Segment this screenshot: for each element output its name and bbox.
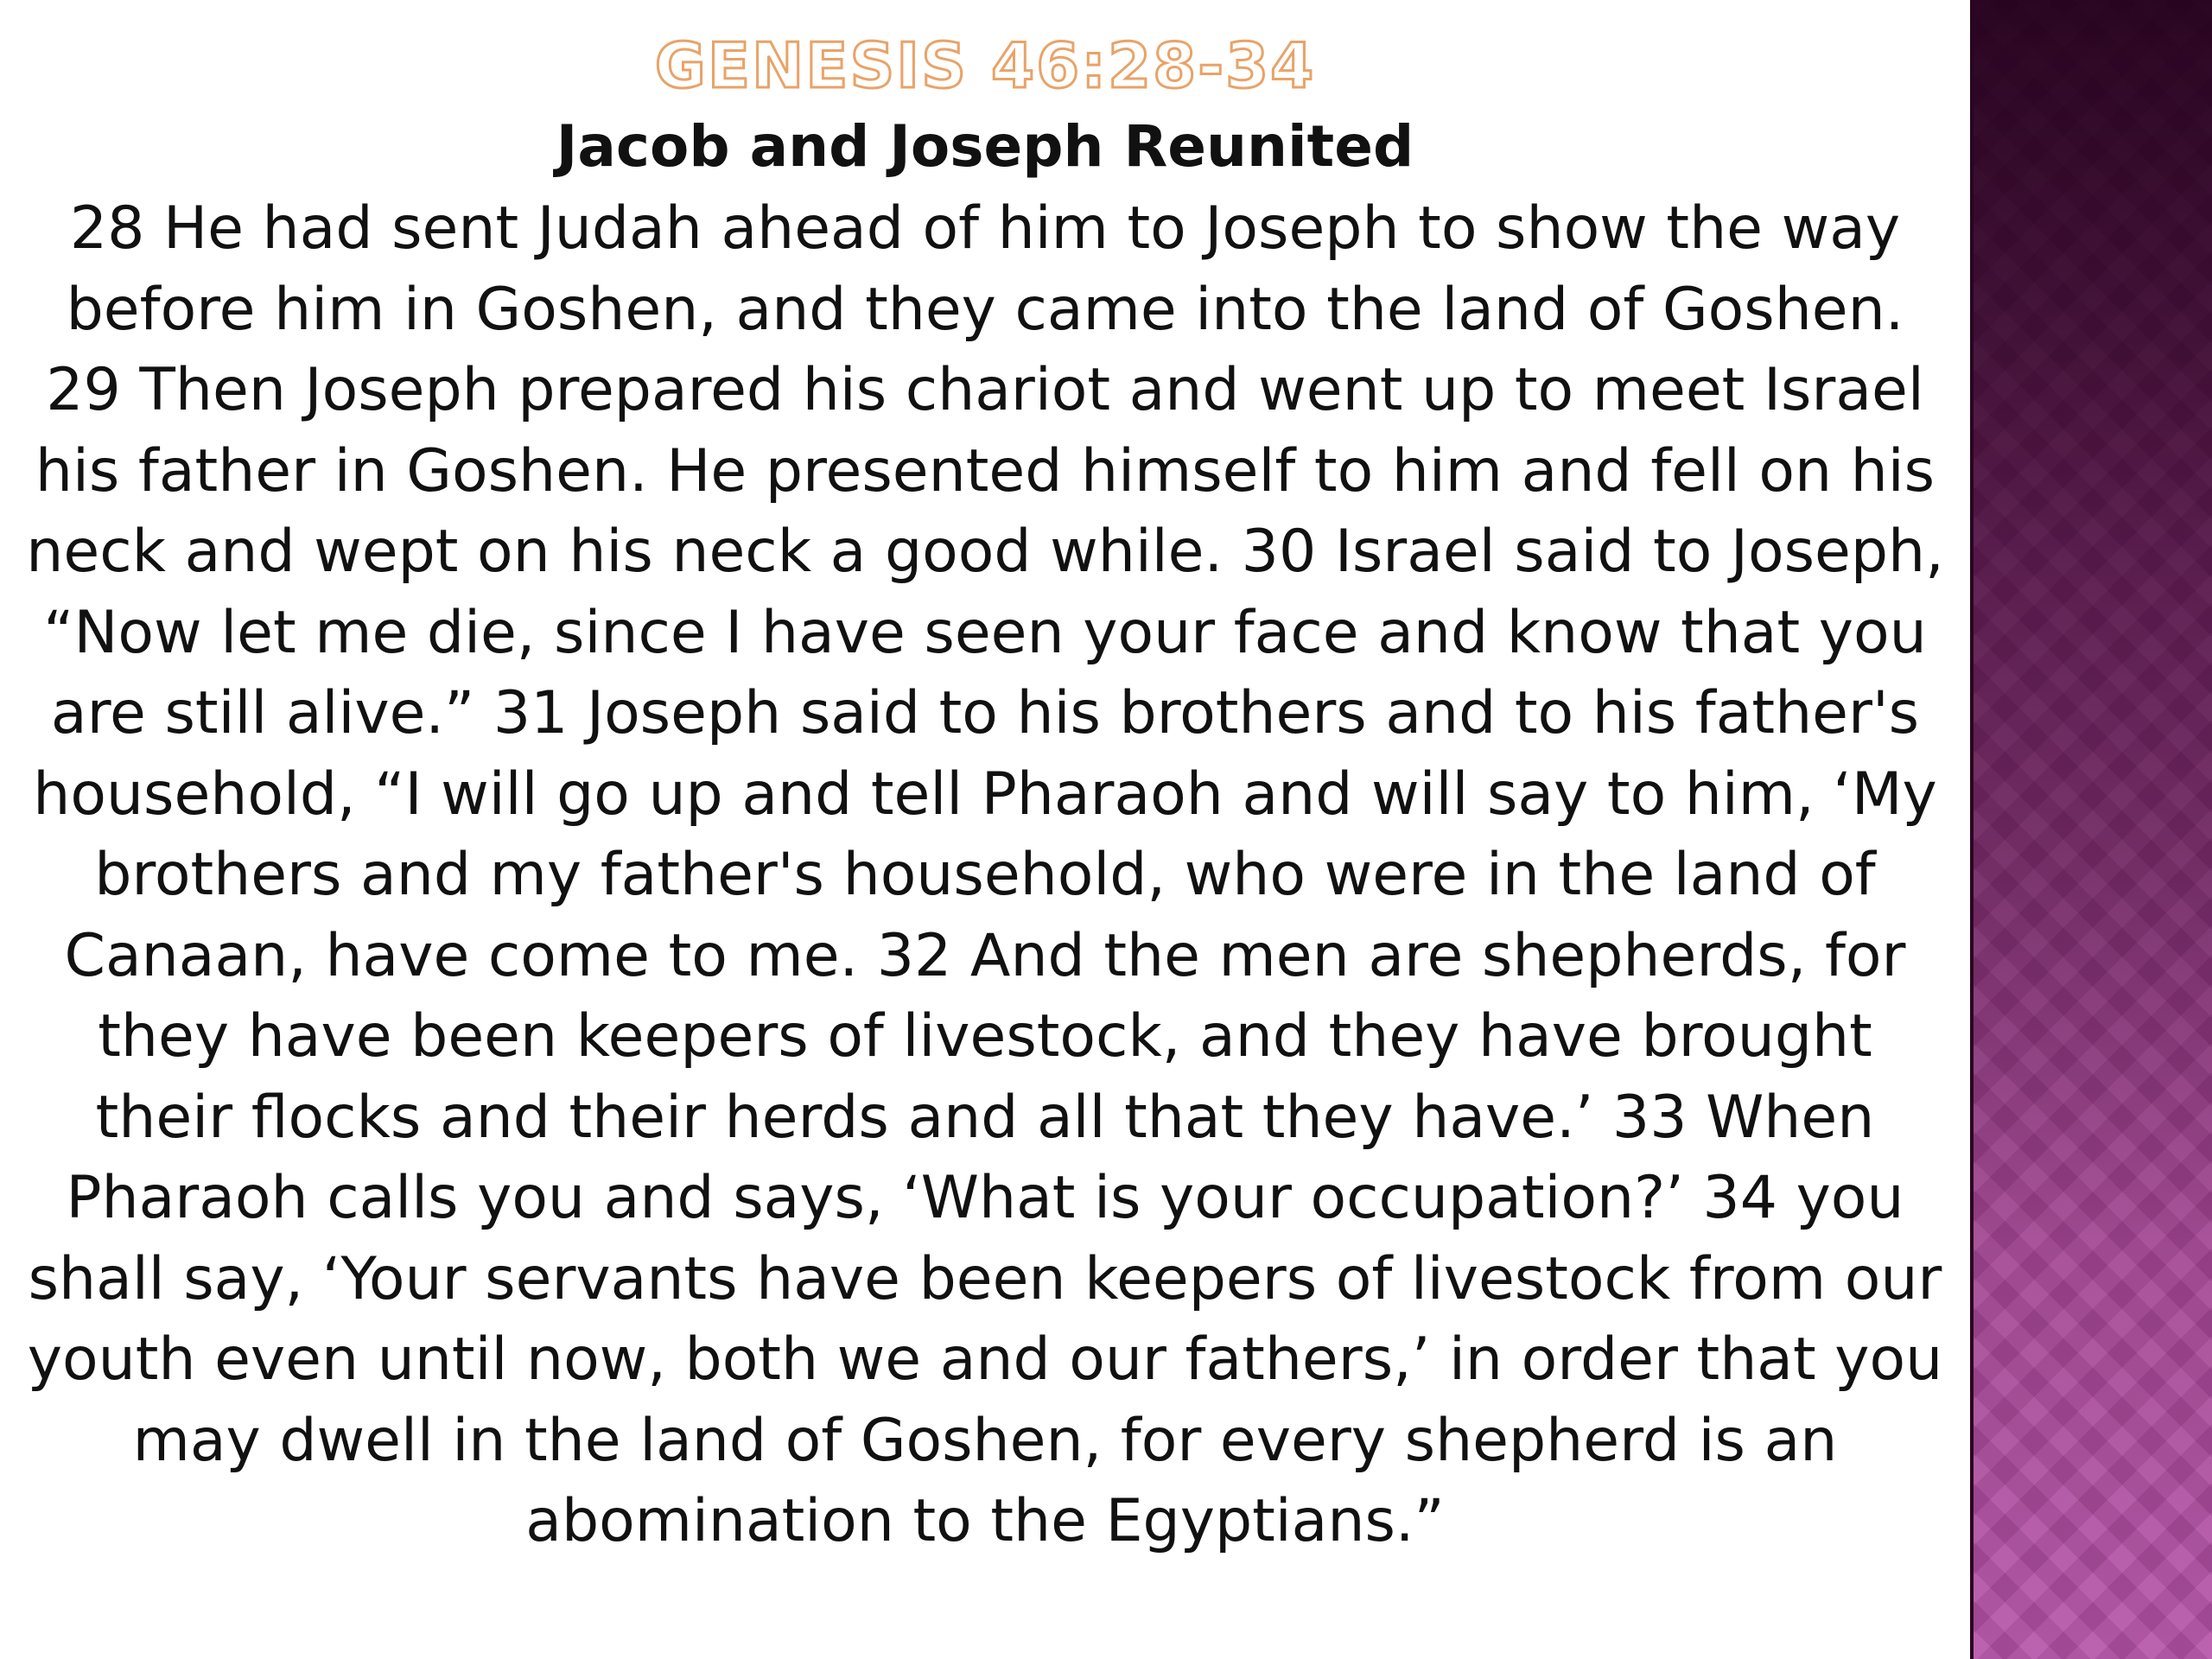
slide-title: GENESIS 46:28-34 [654,29,1316,102]
decorative-side-panel [1970,0,2212,1659]
scripture-passage: 28 He had sent Judah ahead of him to Joseph to show the way before him in Goshen, and they came into the land of Goshen. 29 Then Joseph prepared his chariot and went up to meet Israel his father in Goshen. He presented himself to him and fell on his neck and wept on his neck a good while. 30 Israel said to Joseph, “Now let me die, since I have seen your face and know that you are still alive.” 31 Joseph said to his brothers and to his father's household, “I will go up and tell Pharaoh and will say to him, ‘My brothers and my father's household, who were in the land of Canaan, have come to me. 32 And the men are shepherds, for they have been keepers of livestock, and they have brought their flocks and their herds and all that they have.’ 33 When Pharaoh calls you and says, ‘What is your occupation?’ 34 you shall say, ‘Your servants have been keepers of livestock from our youth even until now, both we and our fathers,’ in order that you may dwell in the land of Goshen, for every shepherd is an abomination to the Egyptians.” [26,194,1944,1555]
slide-subtitle: Jacob and Joseph Reunited [556,113,1414,180]
